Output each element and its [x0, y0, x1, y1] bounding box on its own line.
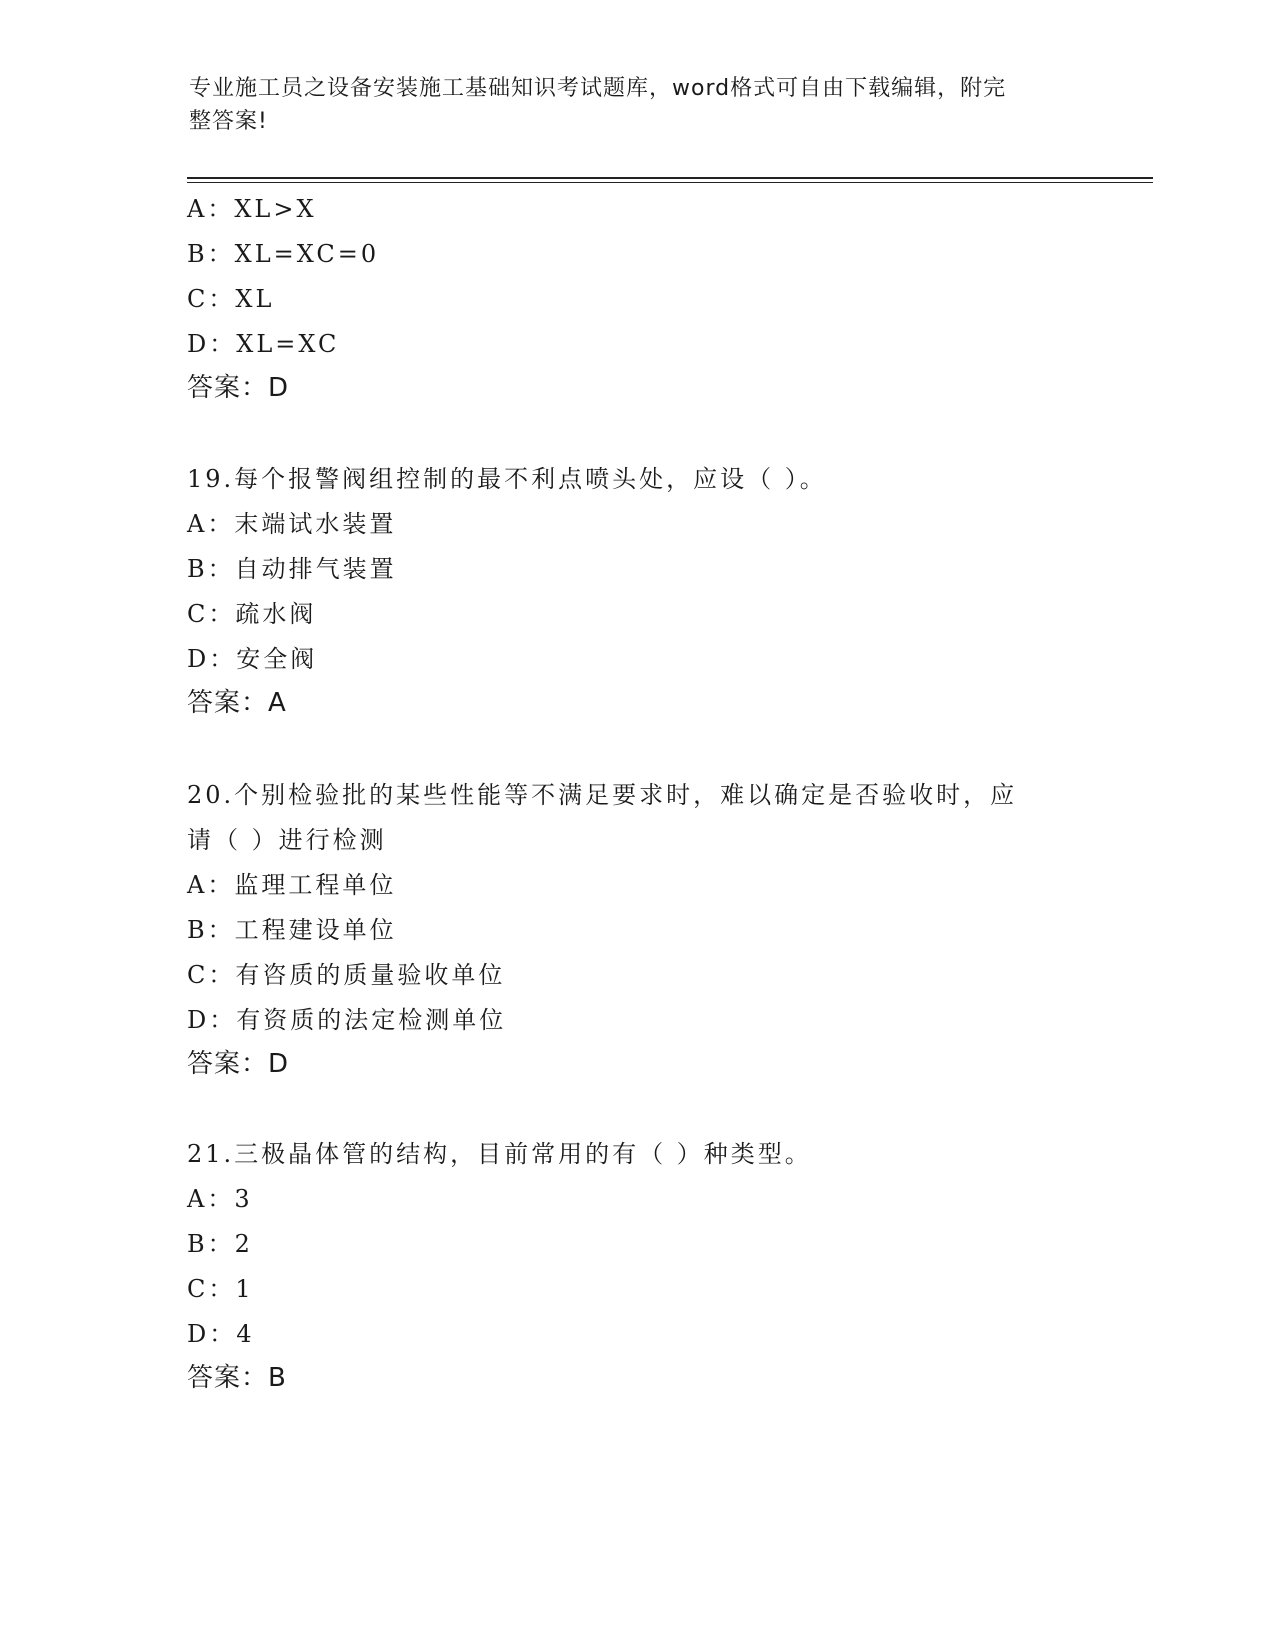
header-line-2: 整答案!	[189, 109, 268, 134]
question-text: 19.每个报警阀组控制的最不利点喷头处，应设（ ）。	[187, 465, 827, 493]
option-a: A：3	[187, 1185, 253, 1213]
header-line-1: 专业施工员之设备安装施工基础知识考试题库，word格式可自由下载编辑，附完	[189, 76, 1007, 101]
option-c: C：有咨质的质量验收单位	[187, 961, 506, 989]
header-divider-top	[187, 177, 1153, 179]
option-d: D：4	[187, 1320, 255, 1348]
option-b: B：XL=XC=0	[187, 240, 380, 268]
header-divider-bottom	[187, 182, 1153, 183]
answer: 答案：B	[187, 1363, 287, 1393]
answer: 答案：A	[187, 688, 287, 718]
answer: 答案：D	[187, 1049, 290, 1079]
option-a: A：监理工程单位	[187, 871, 397, 899]
option-d: D：有资质的法定检测单位	[187, 1006, 507, 1034]
question-text-line-2: 请（ ）进行检测	[187, 826, 387, 854]
question-text: 21.三极晶体管的结构，目前常用的有（ ）种类型。	[187, 1140, 812, 1168]
question-text-line-1: 20.个别检验批的某些性能等不满足要求时，难以确定是否验收时，应	[187, 781, 1018, 809]
option-d: D：XL=XC	[187, 330, 340, 358]
answer: 答案：D	[187, 373, 290, 403]
option-b: B：自动排气装置	[187, 555, 397, 583]
option-c: C：XL	[187, 285, 275, 313]
document-header	[189, 72, 1069, 138]
option-b: B：工程建设单位	[187, 916, 397, 944]
option-a: A：末端试水装置	[187, 510, 397, 538]
option-c: C：1	[187, 1275, 254, 1303]
option-c: C：疏水阀	[187, 600, 317, 628]
option-d: D：安全阀	[187, 645, 318, 673]
option-a: A：XL>X	[187, 195, 317, 223]
option-b: B：2	[187, 1230, 253, 1258]
